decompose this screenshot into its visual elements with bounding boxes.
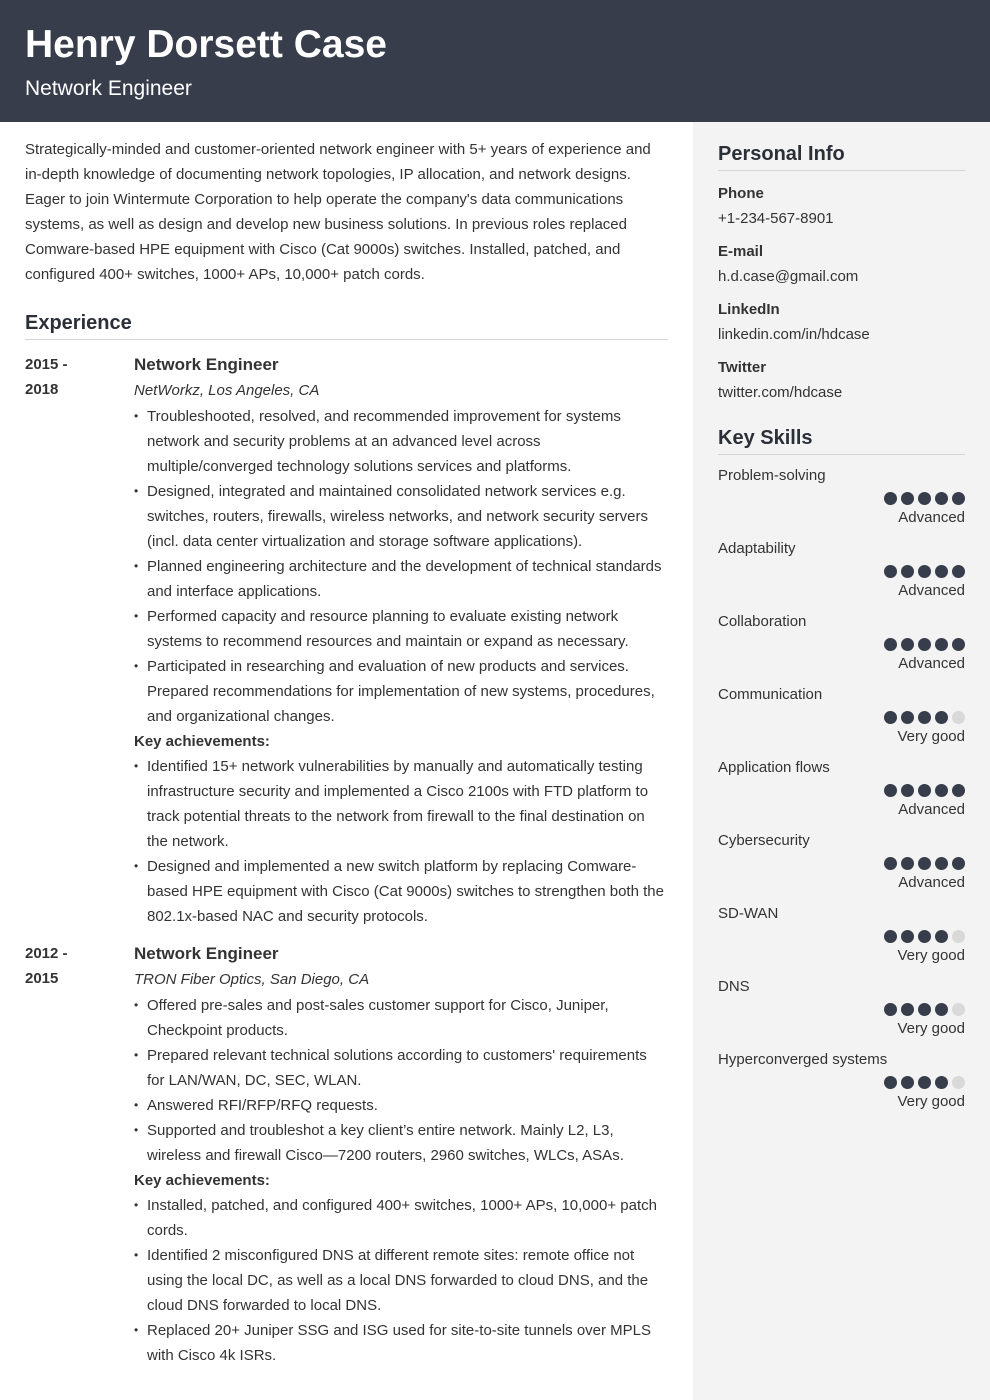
bullet-icon: • bbox=[134, 609, 139, 623]
contact-label: Phone bbox=[718, 185, 764, 202]
responsibility-item bbox=[134, 654, 668, 729]
rating-dot-filled-icon bbox=[935, 638, 948, 651]
skill-item bbox=[718, 612, 965, 674]
achievement-text: Identified 15+ network vulnerabilities by manually and automatically testing infrastructure security and implemented a Cisco 2100s with FTD platform to track potential threats to the network from firewall to the final destination on the network. bbox=[147, 758, 649, 850]
skill-item bbox=[718, 539, 965, 601]
job-achievements bbox=[134, 1193, 668, 1368]
skill-name: Hyperconverged systems bbox=[718, 1051, 888, 1068]
rating-dot-filled-icon bbox=[935, 565, 948, 578]
skill-item bbox=[718, 1050, 965, 1112]
skill-name: Application flows bbox=[718, 759, 830, 776]
rating-dot-filled-icon bbox=[918, 492, 931, 505]
skill-rating bbox=[718, 857, 965, 870]
skill-item bbox=[718, 831, 965, 893]
contact-label: Twitter bbox=[718, 359, 767, 376]
bullet-icon: • bbox=[134, 484, 139, 498]
bullet-icon: • bbox=[134, 659, 139, 673]
skill-level: Advanced bbox=[898, 801, 965, 818]
skill-name: Cybersecurity bbox=[718, 832, 810, 849]
achievement-item bbox=[134, 1318, 668, 1368]
job-role: Network Engineer bbox=[134, 944, 279, 963]
job-entry bbox=[25, 352, 668, 929]
responsibility-item bbox=[134, 1043, 668, 1093]
job-body bbox=[134, 941, 668, 1368]
bullet-icon: • bbox=[134, 1248, 139, 1262]
rating-dot-filled-icon bbox=[918, 857, 931, 870]
rating-dot-filled-icon bbox=[952, 492, 965, 505]
achievement-item bbox=[134, 1243, 668, 1318]
skill-item bbox=[718, 466, 965, 528]
rating-dot-filled-icon bbox=[884, 930, 897, 943]
skill-rating bbox=[718, 492, 965, 505]
candidate-title: Network Engineer bbox=[25, 77, 192, 100]
skill-level: Very good bbox=[897, 1020, 965, 1037]
skill-level: Very good bbox=[897, 728, 965, 745]
skill-level: Advanced bbox=[898, 509, 965, 526]
skill-rating bbox=[718, 1076, 965, 1089]
responsibility-text: Designed, integrated and maintained consolidated network services e.g. switches, routers, firewalls, wireless networks, and network security servers (incl. data center virtualization and storage software applications). bbox=[147, 483, 648, 550]
responsibility-text: Participated in researching and evaluation of new products and services. Prepared recommendations for implementation of new systems, procedures, and organizational changes. bbox=[147, 658, 655, 725]
rating-dot-filled-icon bbox=[952, 565, 965, 578]
rating-dot-filled-icon bbox=[884, 638, 897, 651]
job-role: Network Engineer bbox=[134, 355, 279, 374]
bullet-icon: • bbox=[134, 1323, 139, 1337]
rating-dot-filled-icon bbox=[884, 492, 897, 505]
skill-level: Advanced bbox=[898, 582, 965, 599]
skill-rating bbox=[718, 565, 965, 578]
bullet-icon: • bbox=[134, 1048, 139, 1062]
job-body bbox=[134, 352, 668, 929]
bullet-icon: • bbox=[134, 859, 139, 873]
bullet-icon: • bbox=[134, 409, 139, 423]
responsibility-text: Answered RFI/RFP/RFQ requests. bbox=[147, 1097, 378, 1114]
contact-value-linkedin[interactable]: linkedin.com/in/hdcase bbox=[718, 326, 870, 343]
skill-name: SD-WAN bbox=[718, 905, 779, 922]
contact-value-twitter[interactable]: twitter.com/hdcase bbox=[718, 384, 843, 401]
achievement-item bbox=[134, 1193, 668, 1243]
responsibility-text: Supported and troubleshot a key client’s entire network. Mainly L2, L3, wireless and firewall Cisco—7200 routers, 2960 switches, WLCs, ASAs. bbox=[147, 1122, 624, 1164]
contact-value-phone: +1-234-567-8901 bbox=[718, 210, 834, 227]
rating-dot-filled-icon bbox=[935, 1003, 948, 1016]
rating-dot-empty-icon bbox=[952, 1003, 965, 1016]
skill-name: Communication bbox=[718, 686, 823, 703]
achievement-item bbox=[134, 854, 668, 929]
rating-dot-filled-icon bbox=[935, 784, 948, 797]
rating-dot-filled-icon bbox=[901, 565, 914, 578]
responsibility-text: Prepared relevant technical solutions according to customers' requirements for LAN/WAN, DC, SEC, WLAN. bbox=[147, 1047, 647, 1089]
rating-dot-filled-icon bbox=[935, 1076, 948, 1089]
skill-item bbox=[718, 758, 965, 820]
rating-dot-filled-icon bbox=[918, 1076, 931, 1089]
rating-dot-filled-icon bbox=[935, 857, 948, 870]
rating-dot-filled-icon bbox=[901, 930, 914, 943]
responsibility-item bbox=[134, 1118, 668, 1168]
rating-dot-empty-icon bbox=[952, 1076, 965, 1089]
rating-dot-filled-icon bbox=[918, 930, 931, 943]
skill-rating bbox=[718, 784, 965, 797]
rating-dot-filled-icon bbox=[884, 711, 897, 724]
rating-dot-filled-icon bbox=[918, 784, 931, 797]
job-responsibilities bbox=[134, 404, 668, 729]
job-dates bbox=[25, 352, 125, 402]
bullet-icon: • bbox=[134, 1123, 139, 1137]
rating-dot-filled-icon bbox=[901, 1003, 914, 1016]
achievement-text: Designed and implemented a new switch platform by replacing Comware-based HPE equipment with Cisco (Cat 9000s) switches to strengthen both the 802.1x-based NAC and security protocols. bbox=[147, 858, 664, 925]
rating-dot-filled-icon bbox=[952, 857, 965, 870]
job-dates bbox=[25, 941, 125, 991]
skill-item bbox=[718, 904, 965, 966]
rating-dot-filled-icon bbox=[935, 492, 948, 505]
responsibility-item bbox=[134, 404, 668, 479]
skill-name: Problem-solving bbox=[718, 467, 826, 484]
experience-heading: Experience bbox=[25, 310, 668, 340]
job-date-start: 2015 - bbox=[25, 356, 68, 373]
rating-dot-filled-icon bbox=[884, 1076, 897, 1089]
rating-dot-filled-icon bbox=[901, 711, 914, 724]
responsibility-text: Troubleshooted, resolved, and recommended improvement for systems network and security problems at an advanced level across multiple/converged technology solutions services and platforms. bbox=[147, 408, 621, 475]
job-company: TRON Fiber Optics, San Diego, CA bbox=[134, 971, 370, 988]
rating-dot-filled-icon bbox=[918, 711, 931, 724]
skill-level: Very good bbox=[897, 947, 965, 964]
sidebar bbox=[693, 122, 990, 1400]
rating-dot-filled-icon bbox=[901, 784, 914, 797]
responsibility-item bbox=[134, 993, 668, 1043]
skill-item bbox=[718, 977, 965, 1039]
experience-list bbox=[25, 352, 668, 1368]
bullet-icon: • bbox=[134, 998, 139, 1012]
responsibility-item bbox=[134, 604, 668, 654]
main-column bbox=[25, 137, 668, 1368]
responsibility-item bbox=[134, 1093, 668, 1118]
skill-level: Advanced bbox=[898, 655, 965, 672]
responsibility-item bbox=[134, 554, 668, 604]
responsibility-item bbox=[134, 479, 668, 554]
job-date-end: 2018 bbox=[25, 381, 59, 398]
rating-dot-filled-icon bbox=[884, 784, 897, 797]
skill-item bbox=[718, 685, 965, 747]
skill-level: Advanced bbox=[898, 874, 965, 891]
rating-dot-filled-icon bbox=[901, 1076, 914, 1089]
contact-label: E-mail bbox=[718, 243, 764, 260]
sidebar-content bbox=[718, 141, 965, 1112]
achievement-item bbox=[134, 754, 668, 854]
resume-header bbox=[0, 0, 990, 122]
key-achievements-label: Key achievements: bbox=[134, 733, 270, 750]
achievement-text: Identified 2 misconfigured DNS at different remote sites: remote office not using the local DC, as well as a local DNS forwarded to cloud DNS, and the cloud DNS forwarded to local DNS. bbox=[147, 1247, 649, 1314]
rating-dot-filled-icon bbox=[918, 565, 931, 578]
rating-dot-filled-icon bbox=[901, 857, 914, 870]
key-achievements-label: Key achievements: bbox=[134, 1172, 270, 1189]
job-entry bbox=[25, 941, 668, 1368]
rating-dot-filled-icon bbox=[901, 638, 914, 651]
skill-rating bbox=[718, 930, 965, 943]
achievement-text: Installed, patched, and configured 400+ switches, 1000+ APs, 10,000+ patch cords. bbox=[147, 1197, 657, 1239]
rating-dot-empty-icon bbox=[952, 930, 965, 943]
skill-rating bbox=[718, 638, 965, 651]
skill-level: Very good bbox=[897, 1093, 965, 1110]
job-date-end: 2015 bbox=[25, 970, 59, 987]
personal-info-heading: Personal Info bbox=[718, 141, 965, 171]
bullet-icon: • bbox=[134, 759, 139, 773]
responsibility-text: Performed capacity and resource planning to evaluate existing network systems to recommend resources and maintain or expand as necessary. bbox=[147, 608, 629, 650]
rating-dot-filled-icon bbox=[935, 930, 948, 943]
bullet-icon: • bbox=[134, 1098, 139, 1112]
job-company: NetWorkz, Los Angeles, CA bbox=[134, 382, 320, 399]
personal-info-list bbox=[718, 184, 965, 403]
job-achievements bbox=[134, 754, 668, 929]
rating-dot-filled-icon bbox=[918, 1003, 931, 1016]
contact-label: LinkedIn bbox=[718, 301, 780, 318]
job-date-start: 2012 - bbox=[25, 945, 68, 962]
rating-dot-filled-icon bbox=[884, 1003, 897, 1016]
responsibility-text: Offered pre-sales and post-sales customer support for Cisco, Juniper, Checkpoint products. bbox=[147, 997, 609, 1039]
rating-dot-filled-icon bbox=[918, 638, 931, 651]
rating-dot-filled-icon bbox=[952, 638, 965, 651]
skills-list bbox=[718, 466, 965, 1112]
rating-dot-filled-icon bbox=[935, 711, 948, 724]
rating-dot-filled-icon bbox=[901, 492, 914, 505]
achievement-text: Replaced 20+ Juniper SSG and ISG used for site-to-site tunnels over MPLS with Cisco 4k ISRs. bbox=[147, 1322, 652, 1364]
responsibility-text: Planned engineering architecture and the development of technical standards and interface applications. bbox=[147, 558, 662, 600]
bullet-icon: • bbox=[134, 1198, 139, 1212]
skill-rating bbox=[718, 1003, 965, 1016]
profile-summary: Strategically-minded and customer-oriented network engineer with 5+ years of experience and in-depth knowledge of documenting network topologies, IP allocation, and network designs. Eager to join Wintermute Corporation to help operate the company's data communications systems, as well as design and develop new business solutions. In previous roles replaced Comware-based HPE equipment with Cisco (Cat 9000s) switches. Installed, patched, and configured 400+ switches, 1000+ APs, 10,000+ patch cords. bbox=[25, 141, 651, 283]
skill-name: DNS bbox=[718, 978, 750, 995]
candidate-name: Henry Dorsett Case bbox=[25, 23, 387, 66]
rating-dot-filled-icon bbox=[952, 784, 965, 797]
job-responsibilities bbox=[134, 993, 668, 1168]
rating-dot-empty-icon bbox=[952, 711, 965, 724]
skill-rating bbox=[718, 711, 965, 724]
skill-name: Collaboration bbox=[718, 613, 807, 630]
rating-dot-filled-icon bbox=[884, 857, 897, 870]
key-skills-heading: Key Skills bbox=[718, 425, 965, 455]
skill-name: Adaptability bbox=[718, 540, 796, 557]
bullet-icon: • bbox=[134, 559, 139, 573]
rating-dot-filled-icon bbox=[884, 565, 897, 578]
contact-value-email[interactable]: h.d.case@gmail.com bbox=[718, 268, 859, 285]
